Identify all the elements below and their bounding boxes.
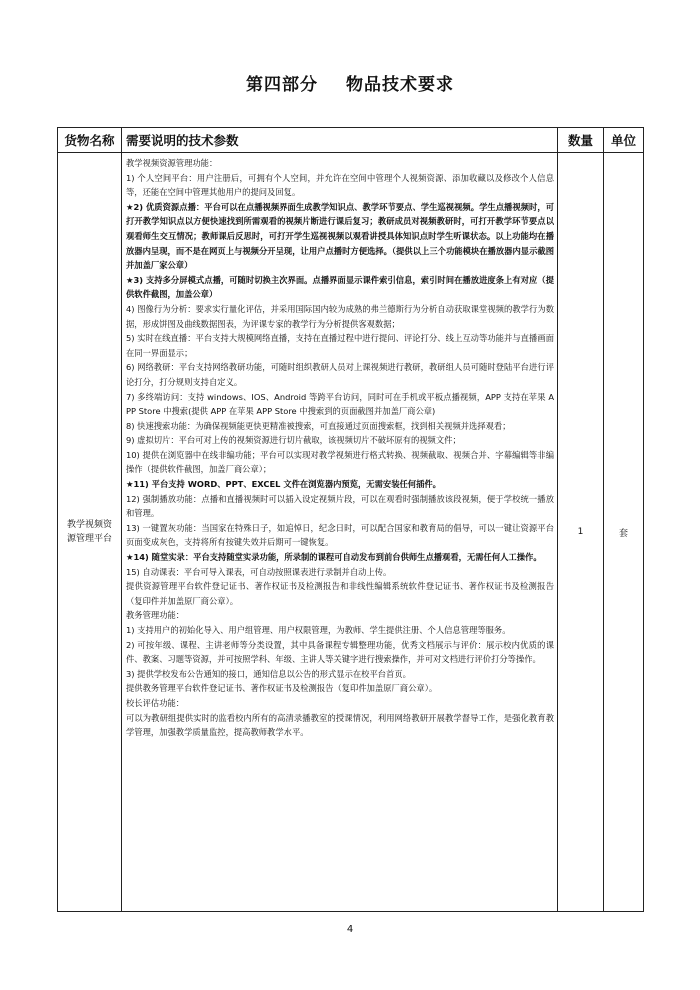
param-line: 教务管理功能：: [126, 610, 185, 621]
page-number: 4: [346, 924, 354, 935]
param-line: ★11) 平台支持 WORD、PPT、EXCEL 文件在浏览器内预览，无需安装任何插件。: [126, 479, 441, 490]
header-unit: 单位: [604, 128, 644, 153]
param-line: 9) 虚拟切片：平台可对上传的视频资源进行切片截取，该视频切片不破坏原有的视频文件；: [126, 435, 461, 446]
spec-table: [57, 127, 644, 912]
param-line: ★3) 支持多分屏模式点播，可随时切换主次界面。点播界面显示课件索引信息，索引时间在播放进度条上有对应（提供软件截图，加盖公章）: [126, 274, 554, 300]
param-line: 15) 自动课表：平台可导入课表，可自动按照课表进行录制并自动上传。: [126, 566, 392, 577]
param-line: 4) 图像行为分析：要求实行量化评估，并采用国际国内较为成熟的弗兰德斯行为分析自动获取课堂视频的教学行为数据，形成饼图及曲线数据图表，为评课专家的教学行为分析提供客观数据；: [126, 303, 554, 329]
goods-name-line: 源管理平台: [66, 534, 112, 544]
page-title-part: 第四部分: [246, 75, 318, 95]
unit-cell: 套: [604, 153, 644, 912]
param-line: 1) 个人空间平台：用户注册后，可拥有个人空间，并允许在空间中管理个人视频资源、添加收藏以及修改个人信息等，还能在空间中管理其他用户的提问及回复。: [126, 172, 554, 198]
param-line: 可以为教研组提供实时的监看校内所有的高清录播教室的授课情况，利用网络教研开展教学督导工作，是强化教育教学管理，加强教学质量监控，提高教师教学水平。: [126, 712, 554, 738]
table-row: [58, 153, 644, 912]
param-line: 校长评估功能：: [126, 697, 185, 708]
param-line: 6) 网络教研：平台支持网络教研功能，可随时组织教研人员对上课视频进行教研，教研组人员可随时登陆平台进行评论打分，打分规则支持自定义。: [126, 362, 554, 387]
param-line: 5) 实时在线直播：平台支持大规模网络直播，支持在直播过程中进行提问、评论打分、线上互动等功能并与直播画面在同一界面显示；: [126, 333, 554, 358]
param-line: ★14) 随堂实录：平台支持随堂实录功能，所录制的课程可自动发布到前台供师生点播观看，无需任何人工操作。: [126, 552, 542, 563]
param-line: 提供资源管理平台软件登记证书、著作权证书及检测报告和非线性编辑系统软件登记证书、著作权证书及检测报告（复印件并加盖原厂商公章）。: [126, 581, 554, 606]
param-line: 2) 可按年级、课程、主讲老师等分类设置，其中具备课程专辑整理功能，优秀文档展示与评价：展示校内优质的课件、教案、习题等资源，并可按照学科、年级、主讲人等关键字进行搜索操作，并可对文档进行评价打分等操作。: [126, 639, 554, 665]
tech-params-cell: [122, 153, 558, 912]
page-title: [0, 70, 700, 95]
param-line: 3) 提供学校发布公告通知的接口，通知信息以公告的形式显示在校平台首页。: [126, 668, 411, 679]
goods-name-line: 教学视频资: [66, 520, 112, 530]
param-line: 8) 快速搜索功能：为确保视频能更快更精准被搜索，可直接通过页面搜索框，找到相关视频并选择观看；: [126, 420, 511, 431]
header-quantity: 数量: [558, 128, 604, 153]
page-title-name: 物品技术要求: [346, 75, 454, 95]
param-line: ★2) 优质资源点播：平台可以在点播视频界面生成教学知识点、教学环节要点、学生巡视视频。学生点播视频时，可打开教学知识点以方便快速找到所需观看的视频片断进行课后复习；教研成员对视频教研时，可打开教学环节要点以观看师生交互情况；教师课后反思时，可打开学生巡视视频以观看讲授具体知识点时学生听课状态。以上功能均在播放器内呈现，而不是在网页上与视频分开呈现，让用户点播时方便选择。（提供以上三个功能模块在播放器内显示截图并加盖厂家公章）: [126, 201, 554, 271]
header-tech-params: 需要说明的技术参数: [122, 128, 558, 153]
quantity-cell: 1: [558, 153, 604, 912]
param-line: 7) 多终端访问：支持 windows、IOS、Android 等跨平台访问，同时可在手机或平板点播视频，APP 支持在苹果 APP Store 中搜索(提供 APP 在苹果 APP Store 中搜索到的页面截图并加盖厂商公章): [126, 391, 554, 417]
param-line: 12) 强制播放功能：点播和直播视频时可以插入设定视频片段，可以在观看时强制播放该段视频，便于学校统一播放和管理。: [126, 493, 554, 519]
param-line: 13) 一键置灰功能：当国家在特殊日子，如追悼日，纪念日时，可以配合国家和教育局的倡导，可以一键让资源平台页面变成灰色，支持将所有按键失效并后期可一键恢复。: [126, 522, 554, 548]
table-header-row: [58, 128, 644, 153]
header-goods-name: 货物名称: [58, 128, 122, 153]
param-line: 教学视频资源管理功能：: [126, 158, 218, 168]
goods-name-cell: [58, 153, 122, 912]
param-line: 提供教务管理平台软件登记证书、著作权证书及检测报告（复印件加盖原厂商公章）。: [126, 683, 438, 694]
param-line: 1) 支持用户的初始化导入、用户组管理、用户权限管理，为教师、学生提供注册、个人信息管理等服务。: [126, 625, 511, 635]
param-line: 10) 提供在浏览器中在线非编功能；平台可以实现对教学视频进行格式转换、视频截取、视频合并、字幕编辑等非编操作（提供软件截图，加盖厂商公章）；: [126, 449, 554, 475]
